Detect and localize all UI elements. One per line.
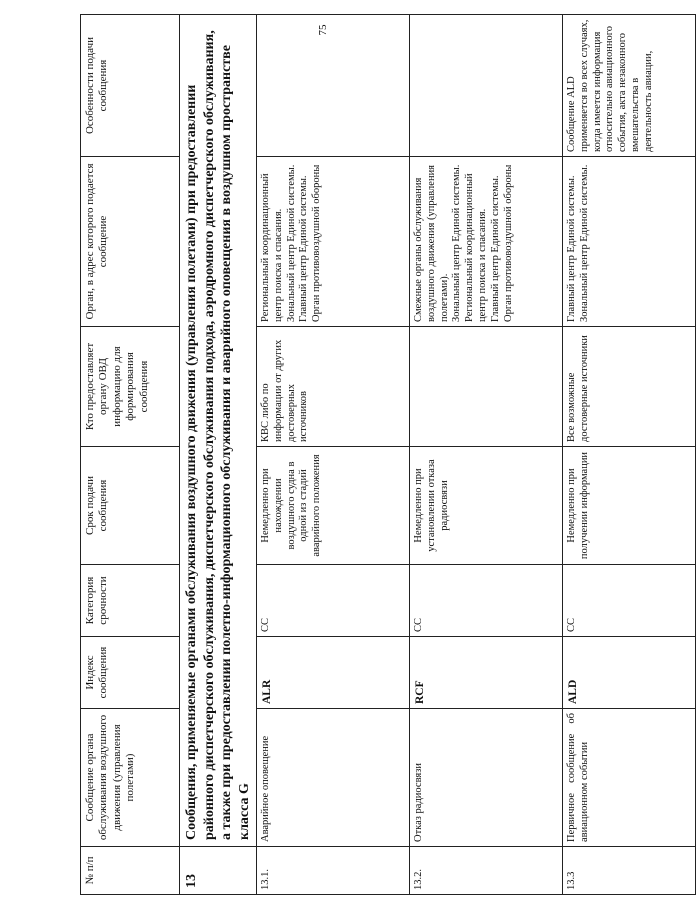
recipient-line: Главный центр Единой системы. <box>489 175 501 322</box>
header-message: Сообщение органа обслуживания воздушного движения (управления полетами) <box>81 709 180 847</box>
header-features: Особенности подачи сообщения <box>81 15 180 157</box>
row-provider <box>410 327 563 447</box>
row-message: Отказ радиосвязи <box>410 709 563 847</box>
row-deadline: Немедленно при нахождении воздушного судна в одной из стадий аварийного положения <box>257 447 410 565</box>
row-features <box>410 15 563 157</box>
header-provider: Кто предоставляет органу ОВД информацию для формирования сообщения <box>81 327 180 447</box>
recipient-line: Главный центр Единой системы. <box>298 175 310 322</box>
recipient-line: Региональный координационный центр поиска и спасания. <box>260 173 284 322</box>
header-deadline: Срок подачи сообщения <box>81 447 180 565</box>
row-category: СС <box>563 565 696 637</box>
row-category: СС <box>257 565 410 637</box>
row-message: Аварийное оповещение <box>257 709 410 847</box>
header-recipient: Орган, в адрес которого подается сообщение <box>81 157 180 327</box>
header-index: Индекс сообщения <box>81 637 180 709</box>
row-num: 13.2. <box>410 847 563 895</box>
row-index: ALR <box>257 637 410 709</box>
section-title: Сообщения, применяемые органами обслуживания воздушного движения (управления полетами) при предоставлении районного диспетчерского обслуживания, диспетчерского обслуживания подхода, аэродромного диспетчерского обслуживания, а также при предоставлении полетно-информационного обслуживания и аварийного оповещения в воздушном пространстве класса G <box>180 15 257 847</box>
recipient-line: Главный центр Единой системы. <box>566 175 577 322</box>
row-index: ALD <box>563 637 696 709</box>
row-recipient <box>257 157 410 327</box>
table-row <box>257 15 410 895</box>
row-index: RCF <box>410 637 563 709</box>
recipient-line: Зональный центр Единой системы. <box>451 164 463 322</box>
recipient-line: Орган противовоздушной обороны <box>502 164 514 322</box>
row-recipient <box>410 157 563 327</box>
recipient-line: Региональный координационный центр поиска и спасания. <box>464 173 488 322</box>
row-deadline: Немедленно при установлении отказа радиосвязи <box>410 447 563 565</box>
recipient-line: Смежные органы обслуживания воздушного движения (управления полетами). <box>413 164 450 322</box>
row-deadline: Немедленно при получении информации <box>563 447 696 565</box>
header-num: № п/п <box>81 847 180 895</box>
row-num: 13.1. <box>257 847 410 895</box>
recipient-line: Зональный центр Единой системы. <box>578 164 590 322</box>
row-recipient <box>563 157 696 327</box>
row-message: Первичное сообщение об авиационном событии <box>563 709 696 847</box>
row-num: 13.3 <box>563 847 696 895</box>
row-category: СС <box>410 565 563 637</box>
recipient-line: Орган противовоздушной обороны <box>311 164 323 322</box>
recipient-line: Зональный центр Единой системы. <box>285 164 297 322</box>
section-number: 13 <box>180 847 257 895</box>
row-provider: Все возможные достоверные источники <box>563 327 696 447</box>
section-row <box>180 15 257 895</box>
table-header-row <box>81 15 180 895</box>
row-features: Сообщение ALD применяется во всех случаях, когда имеется информация относительно авиационного события, акта незаконного вмешательства в деятельность авиации, <box>563 15 696 157</box>
header-category: Категория срочности <box>81 565 180 637</box>
rotated-table-page <box>80 15 654 895</box>
table-row <box>563 15 696 895</box>
row-features <box>257 15 410 157</box>
table-row <box>410 15 563 895</box>
row-provider: КВС либо по информации от других достоверных источников <box>257 327 410 447</box>
messages-table <box>80 14 696 895</box>
page-number: 75 <box>317 24 329 36</box>
